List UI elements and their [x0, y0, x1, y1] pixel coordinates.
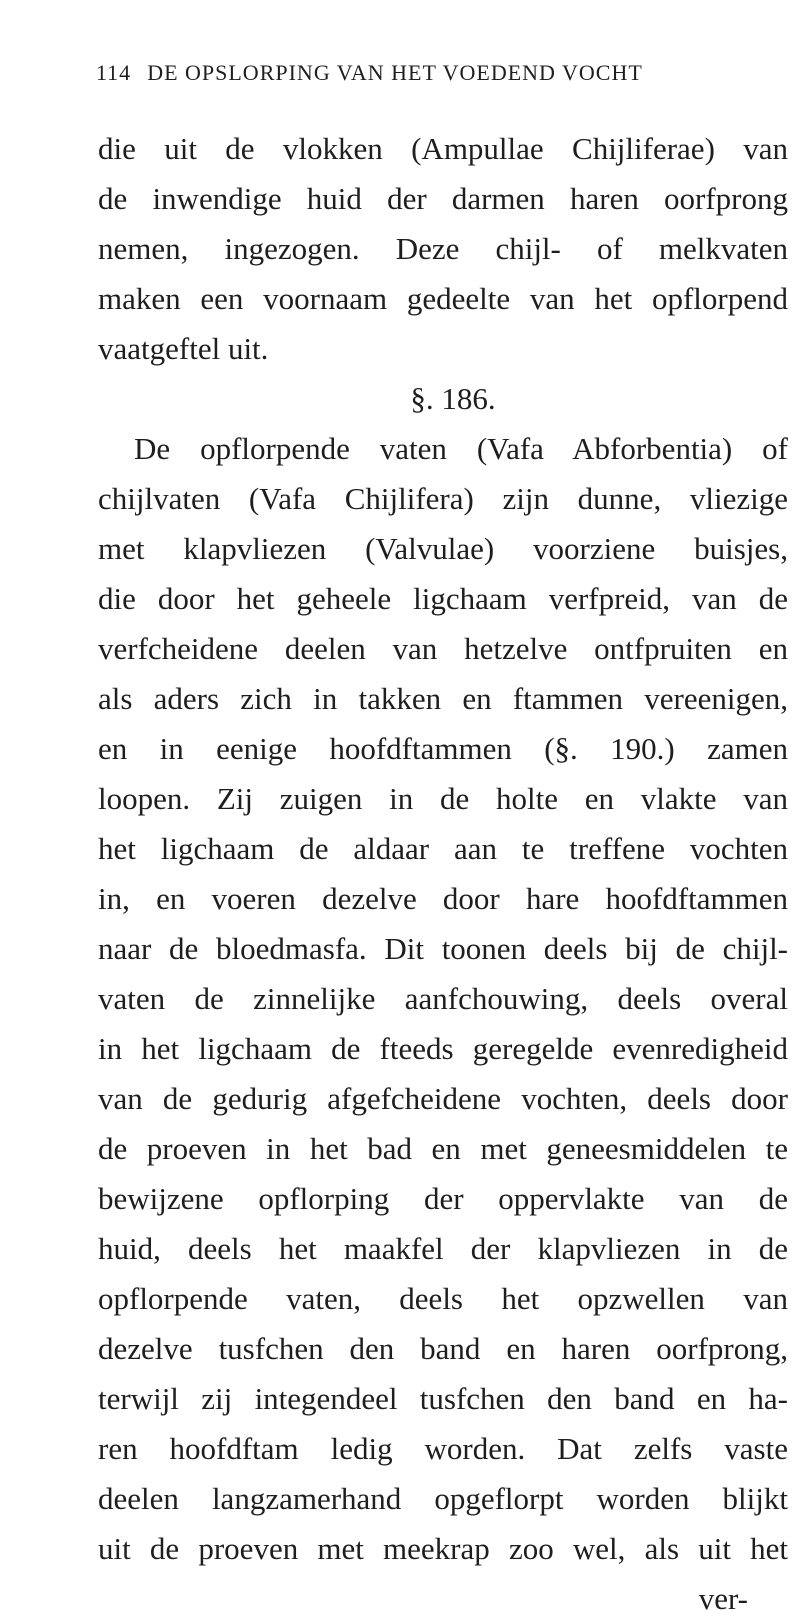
text-line: huid, deels het maakfel der klapvliezen in de	[98, 1231, 788, 1266]
text-line: die uit de vlokken (Ampullae Chijliferae) van	[98, 131, 788, 166]
text-line: vaatgeftel uit.	[98, 331, 269, 366]
text-line: deelen langzamerhand opgeflorpt worden blijkt	[98, 1481, 788, 1516]
text-line: bewijzene opflorping der oppervlakte van de	[98, 1181, 788, 1216]
page-number: 114	[96, 60, 132, 85]
text-line: naar de bloedmasfa. Dit toonen deels bij de chijl-	[98, 931, 788, 966]
text-line: het ligchaam de aldaar aan te treffene vochten	[98, 831, 788, 866]
text-line: verfcheidene deelen van hetzelve ontfpruiten en	[98, 631, 788, 666]
text-line: loopen. Zij zuigen in de holte en vlakte van	[98, 781, 788, 816]
text-line: de proeven in het bad en met geneesmiddelen te	[98, 1131, 788, 1166]
text-line: opflorpende vaten, deels het opzwellen van	[98, 1281, 788, 1316]
text-line: chijlvaten (Vafa Chijlifera) zijn dunne, vliezige	[98, 481, 788, 516]
text-line: nemen, ingezogen. Deze chijl- of melkvaten	[98, 231, 788, 266]
text-line: als aders zich in takken en ftammen vereenigen,	[98, 681, 788, 716]
text-line: en in eenige hoofdftammen (§. 190.) zamen	[98, 731, 788, 766]
text-line: uit de proeven met meekrap zoo wel, als uit het	[98, 1531, 788, 1566]
running-head: DE OPSLORPING VAN HET VOEDEND VOCHT	[147, 60, 643, 85]
text-line: met klapvliezen (Valvulae) voorziene buisjes,	[98, 531, 788, 566]
text-line: De opflorpende vaten (Vafa Abforbentia) of	[134, 431, 788, 466]
text-line: in het ligchaam de fteeds geregelde evenredigheid	[98, 1031, 788, 1066]
text-line: vaten de zinnelijke aanfchouwing, deels overal	[98, 981, 788, 1016]
section-number: §. 186.	[410, 381, 496, 416]
text-line: de inwendige huid der darmen haren oorfprong	[98, 181, 788, 216]
text-line: terwijl zij integendeel tusfchen den band en ha-	[98, 1381, 788, 1416]
text-line: in, en voeren dezelve door hare hoofdftammen	[98, 881, 788, 916]
text-line: dezelve tusfchen den band en haren oorfprong,	[98, 1331, 788, 1366]
page-header	[96, 60, 786, 86]
text-line: die door het geheele ligchaam verfpreid, van de	[98, 581, 788, 616]
text-line: van de gedurig afgefcheidene vochten, deels door	[98, 1081, 788, 1116]
text-line: ren hoofdftam ledig worden. Dat zelfs vaste	[98, 1431, 788, 1466]
body-text	[98, 124, 788, 1624]
text-line: maken een voornaam gedeelte van het opflorpend	[98, 281, 788, 316]
catchword: ver-	[698, 1581, 748, 1616]
